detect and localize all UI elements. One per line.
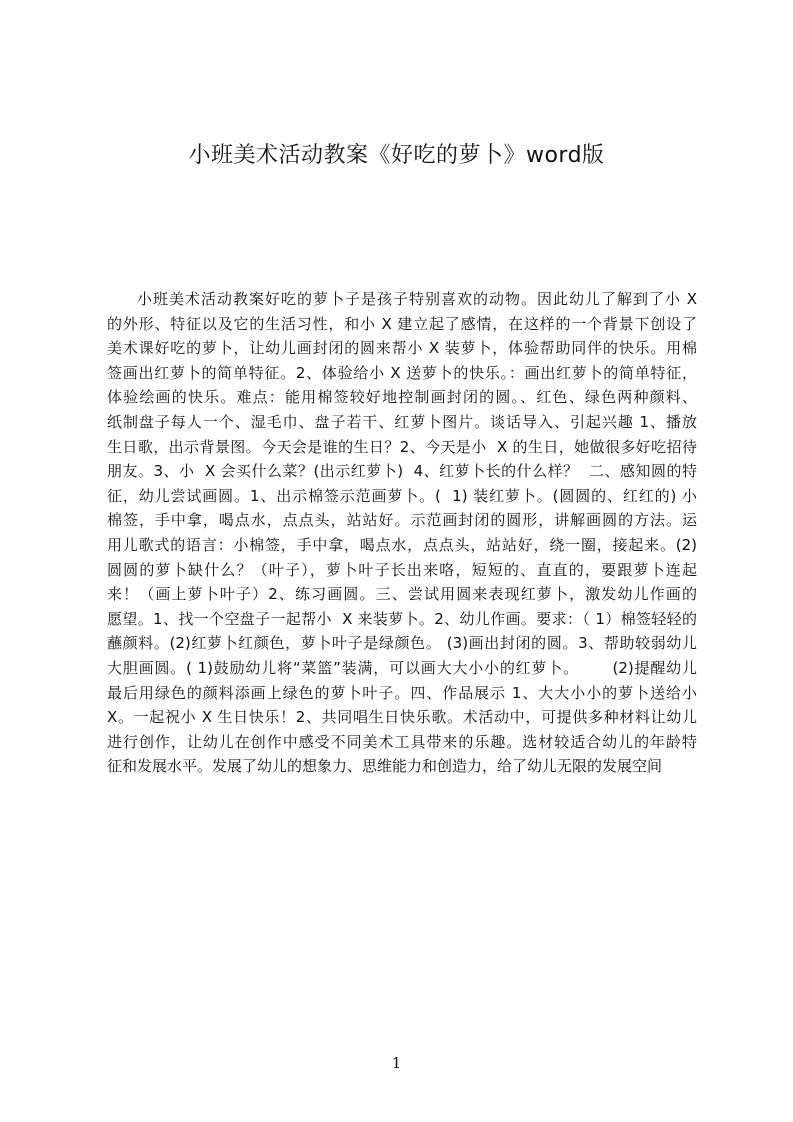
body-line: 圆圆的萝卜缺什么？（叶子），萝卜叶子长出来咯，短短的、直直的，要跟萝卜连起	[107, 560, 697, 579]
body-line: 签画出红萝卜的简单特征。2、体验给小 X 送萝卜的快乐。：画出红萝卜的简单特征，	[107, 363, 697, 382]
page-number: 1	[391, 1054, 402, 1072]
body-line: 朋友。3、小 X 会买什么菜？(出示红萝卜) 4、红萝卜长的什么样？ 二、感知圆的特	[107, 462, 697, 481]
body-line: 蘸颜料。(2)红萝卜红颜色，萝卜叶子是绿颜色。 (3)画出封闭的圆。3、帮助较弱幼儿	[107, 634, 697, 653]
body-line: 美术课好吃的萝卜，让幼儿画封闭的圆来帮小 X 装萝卜，体验帮助同伴的快乐。用棉	[107, 339, 697, 358]
body-line: 愿望。1、找一个空盘子一起帮小 X 来装萝卜。2、幼儿作画。要求：（ 1）棉签轻轻的	[107, 609, 697, 628]
body-line: X。一起祝小 X 生日快乐！2、共同唱生日快乐歌。术活动中，可提供多种材料让幼儿	[107, 708, 697, 727]
body-line: 纸制盘子每人一个、湿毛巾、盘子若干、红萝卜图片。谈话导入、引起兴趣 1、播放	[107, 412, 697, 431]
body-line: 小班美术活动教案好吃的萝卜子是孩子特别喜欢的动物。因此幼儿了解到了小 X	[137, 290, 697, 308]
body-line: 征，幼儿尝试画圆。1、出示棉签示范画萝卜。( 1) 装红萝卜。(圆圆的、红红的) 小	[107, 486, 697, 505]
body-line: 来！（画上萝卜叶子）2、练习画圆。三、尝试用圆来表现红萝卜，激发幼儿作画的	[107, 585, 697, 604]
body-line: 的外形、特征以及它的生活习性，和小 X 建立起了感情，在这样的一个背景下创设了	[107, 314, 697, 333]
body-line: 最后用绿色的颜料添画上绿色的萝卜叶子。四、作品展示 1、大大小小的萝卜送给小	[107, 683, 697, 702]
body-line: 体验绘画的快乐。难点：能用棉签较好地控制画封闭的圆。、红色、绿色两种颜料、	[107, 388, 697, 407]
body-line: 大胆画圆。( 1)鼓励幼儿将“菜篮”装满，可以画大大小小的红萝卜。 (2)提醒幼儿	[107, 658, 697, 677]
body-line: 棉签，手中拿，喝点水，点点头，站站好。示范画封闭的圆形，讲解画圆的方法。运	[107, 511, 697, 530]
document-body	[107, 287, 697, 776]
body-line: 征和发展水平。发展了幼儿的想象力、思维能力和创造力，给了幼儿无限的发展空间	[107, 757, 663, 776]
body-line: 生日歌，出示背景图。今天会是谁的生日？2、今天是小 X 的生日，她做很多好吃招待	[107, 437, 697, 456]
body-line: 进行创作，让幼儿在创作中感受不同美术工具带来的乐趣。选材较适合幼儿的年龄特	[107, 732, 697, 751]
document-title: 小班美术活动教案《好吃的萝卜》word版	[188, 143, 605, 168]
body-line: 用儿歌式的语言：小棉签，手中拿，喝点水，点点头，站站好，绕一圈，接起来。(2)	[107, 535, 697, 554]
